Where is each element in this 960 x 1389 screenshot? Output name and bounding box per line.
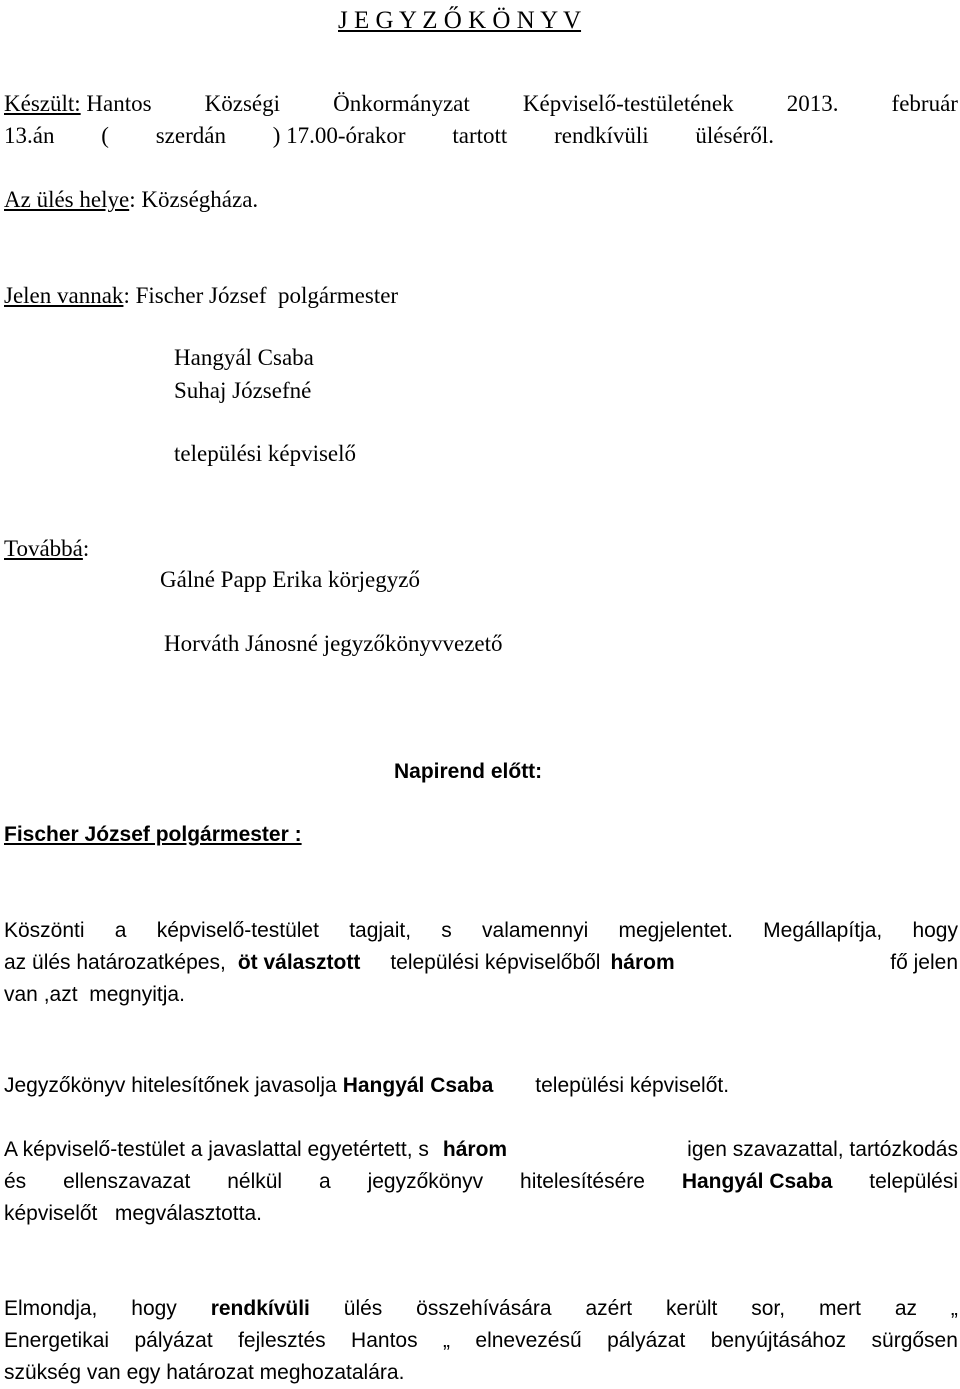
further-item: Gálné Papp Erika körjegyző [160,567,420,592]
attendee-role: települési képviselő [174,441,357,466]
paragraph-3-line-3: képviselőt megválasztotta. [4,1202,262,1225]
paragraph-4-line-1: Elmondja, hogy rendkívüli ülés összehívására azért került sor, mert az „ [4,1297,958,1320]
location-label: Az ülés helye [4,187,130,212]
keszult-label: Készült: [4,91,81,116]
attendee-name: Suhaj Józsefné [174,378,312,403]
keszult-line-2: 13.án ( szerdán ) 17.00-órakor tartott rendkívüli üléséről. [4,123,774,148]
attendees-line: Jelen vannak: Fischer József polgármester [4,283,399,308]
paragraph-4-line-3: szükség van egy határozat meghozatalára. [4,1361,405,1384]
paragraph-1-line-1: Köszönti a képviselő-testület tagjait, s valamennyi megjelentet. Megállapítja, hogy [4,919,958,942]
paragraph-2: Jegyzőkönyv hitelesítőnek javasolja Hangyál Csaba települési képviselőt. [4,1074,730,1097]
further-line: Továbbá: [4,536,90,561]
document-title: J E G Y Z Ő K Ö N Y V [338,7,582,34]
further-label: Továbbá [4,536,83,561]
speaker-heading: Fischer József polgármester : [4,823,302,846]
paragraph-4-line-2: Energetikai pályázat fejlesztés Hantos „ elnevezésű pályázat benyújtásához sürgősen [4,1329,958,1352]
paragraph-1-line-2: az ülés határozatképes, öt választott települési képviselőből három fő jelen [4,951,958,974]
attendees-label: Jelen vannak [4,283,124,308]
attendee-name: Hangyál Csaba [174,345,314,370]
meeting-location: Az ülés helye: Községháza. [4,187,259,212]
paragraph-3-line-1: A képviselő-testület a javaslattal egyetértett, s három igen szavazattal, tartózkodás [4,1138,958,1161]
agenda-heading: Napirend előtt: [394,760,543,783]
paragraph-3-line-2: és ellenszavazat nélkül a jegyzőkönyv hitelesítésére Hangyál Csaba települési [4,1170,958,1193]
keszult-line-1: Készült: Hantos Községi Önkormányzat Képviselő-testületének 2013. február [4,91,958,116]
paragraph-1-line-3: van ,azt megnyitja. [4,983,185,1006]
further-item: Horváth Jánosné jegyzőkönyvvezető [164,631,503,656]
